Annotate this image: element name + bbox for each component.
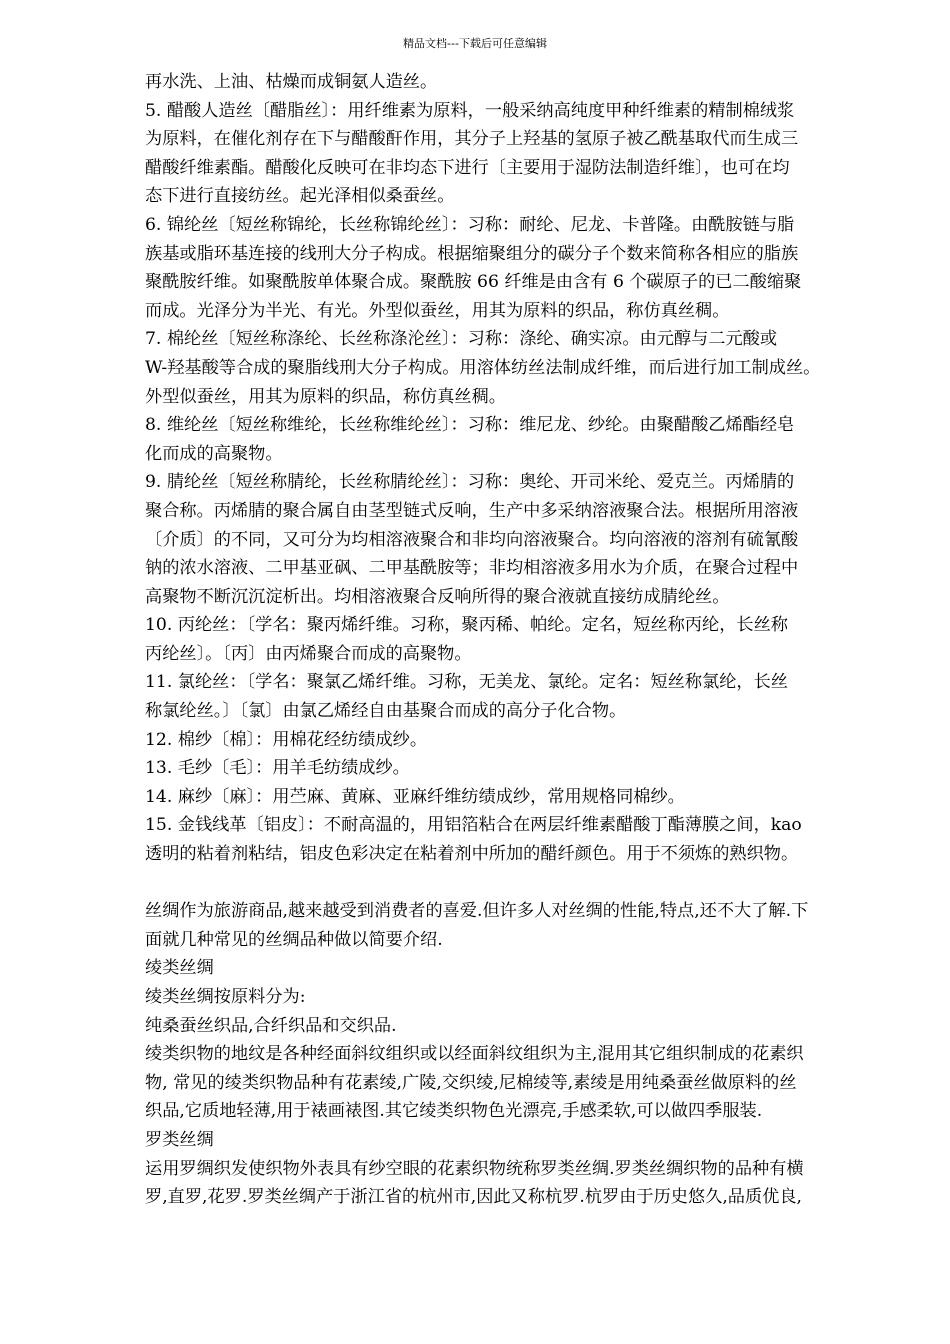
paragraph-line: 9. 腈纶丝〔短丝称腈纶，长丝称腈纶丝〕：习称：奥纶、开司米纶、爱克兰。丙烯腈的 <box>145 472 795 493</box>
paragraph-line: W-羟基酸等合成的聚脂线刑大分子构成。用溶体纺丝法制成纤维，而后进行加工制成丝。 <box>145 357 821 378</box>
section-heading: 绫类丝绸 <box>145 958 214 979</box>
page-header: 精品文档---下载后可任意编辑 <box>403 37 547 50</box>
paragraph-line: 丙纶丝〕。〔丙〕由丙烯聚合而成的高聚物。 <box>145 643 472 664</box>
paragraph-line: 7. 棉纶丝〔短丝称涤纶、长丝称涤沦丝〕：习称：涤纶、确实凉。由元醇与二元酸或 <box>145 329 778 350</box>
paragraph-line: 运用罗绸织发使织物外表具有纱空眼的花素织物统称罗类丝绸.罗类丝绸织物的品种有横 <box>145 1158 804 1179</box>
section-synthetic-fibers <box>145 68 925 869</box>
paragraph-line: 族基或脂环基连接的线刑大分子构成。根据缩聚组分的碳分子个数来简称各相应的脂族 <box>145 243 799 264</box>
paragraph-line: 罗,直罗,花罗.罗类丝绸产于浙江省的杭州市,因此又称杭罗.杭罗由于历史悠久,品质优良, <box>145 1187 802 1208</box>
paragraph-line: 12. 棉纱〔棉〕：用棉花经纺绩成纱。 <box>145 729 428 750</box>
paragraph-line: 8. 维纶丝〔短丝称维纶，长丝称维纶丝〕：习称：维尼龙、纱纶。由聚醋酸乙烯酯经皂 <box>145 415 795 436</box>
paragraph-line: 再水洗、上油、枯燥而成铜氨人造丝。 <box>145 72 438 92</box>
paragraph-line: 物, 常见的绫类织物品种有花素绫,广陵,交织绫,尼棉绫等,素绫是用纯桑蚕丝做原料的丝 <box>145 1072 797 1093</box>
paragraph-line: 面就几种常见的丝绸品种做以简要介绍. <box>145 929 443 950</box>
document-body <box>145 68 925 1212</box>
paragraph-line: 〔介质〕的不同，又可分为均相溶液聚合和非均向溶液聚合。均向溶液的溶剂有硫氰酸 <box>145 529 799 550</box>
paragraph-line: 丝绸作为旅游商品,越来越受到消费者的喜爱.但许多人对丝绸的性能,特点,还不大了解.下 <box>145 901 809 922</box>
paragraph-line: 15. 金钱线革〔铝皮〕：不耐高温的，用铝箔粘合在两层纤维素醋酸丁酯薄膜之间，kao <box>145 815 802 836</box>
paragraph-line: 称氯纶丝。〕〔氯〕由氯乙烯经自由基聚合而成的高分子化合物。 <box>145 701 627 722</box>
paragraph-line: 10. 丙纶丝：〔学名：聚丙烯纤维。习称，聚丙稀、帕纶。定名，短丝称丙纶，长丝称 <box>145 615 788 636</box>
paragraph-line: 绫类织物的地纹是各种经面斜纹组织或以经面斜纹组织为主,混用其它组织制成的花素织 <box>145 1044 804 1065</box>
paragraph-line: 纯桑蚕丝织品,合纤织品和交织品. <box>145 1015 397 1036</box>
paragraph-spacer <box>145 869 925 898</box>
paragraph-line: 14. 麻纱〔麻〕：用苎麻、黄麻、亚麻纤维纺绩成纱，常用规格同棉纱。 <box>145 786 685 807</box>
paragraph-line: 织品,它质地轻薄,用于裱画裱图.其它绫类织物色光漂亮,手感柔软,可以做四季服装. <box>145 1101 763 1122</box>
paragraph-line: 绫类丝绸按原料分为: <box>145 987 306 1007</box>
paragraph-line: 11. 氯纶丝：〔学名：聚氯乙烯纤维。习称，无美龙、氯纶。定名：短丝称氯纶，长丝 <box>145 672 788 693</box>
paragraph-line: 为原料，在催化剂存在下与醋酸酐作用，其分子上羟基的氢原子被乙酰基取代而生成三 <box>145 129 799 150</box>
paragraph-line: 外型似蚕丝，用其为原料的织品，称仿真丝稠。 <box>145 386 506 407</box>
paragraph-line: 化而成的高聚物。 <box>145 443 283 464</box>
section-heading: 罗类丝绸 <box>145 1129 214 1150</box>
paragraph-line: 而成。光泽分为半光、有光。外型似蚕丝，用其为原料的织品，称仿真丝稠。 <box>145 300 730 321</box>
paragraph-line: 态下进行直接纺丝。起光泽相似桑蚕丝。 <box>145 186 455 207</box>
paragraph-line: 醋酸纤维素酯。醋酸化反映可在非均态下进行〔主要用于湿防法制造纤维〕，也可在均 <box>145 157 790 178</box>
paragraph-line: 13. 毛纱〔毛〕：用羊毛纺绩成纱。 <box>145 758 410 779</box>
paragraph-line: 聚酰胺纤维。如聚酰胺单体聚合成。聚酰胺 66 纤维是由含有 6 个碳原子的已二酸缩聚 <box>145 272 802 293</box>
paragraph-line: 6. 锦纶丝〔短丝称锦纶，长丝称锦纶丝〕：习称：耐纶、尼龙、卡普隆。由酰胺链与脂 <box>145 214 795 235</box>
section-silk-varieties <box>145 897 925 1212</box>
paragraph-line: 高聚物不断沉沉淀析出。均相溶液聚合反响所得的聚合液就直接纺成腈纶丝。 <box>145 586 730 607</box>
paragraph-line: 聚合称。丙烯腈的聚合属自由茎型链式反响，生产中多采纳溶液聚合法。根据所用溶液 <box>145 500 799 521</box>
paragraph-line: 透明的粘着剂粘结，铝皮色彩决定在粘着剂中所加的醋纤颜色。用于不须炼的熟织物。 <box>145 844 799 865</box>
paragraph-line: 5. 醋酸人造丝〔醋脂丝〕：用纤维素为原料，一般采纳高纯度甲种纤维素的精制棉绒浆 <box>145 100 795 121</box>
paragraph-line: 钠的浓水溶液、二甲基亚砜、二甲基酰胺等；非均相溶液多用水为介质，在聚合过程中 <box>145 558 799 579</box>
